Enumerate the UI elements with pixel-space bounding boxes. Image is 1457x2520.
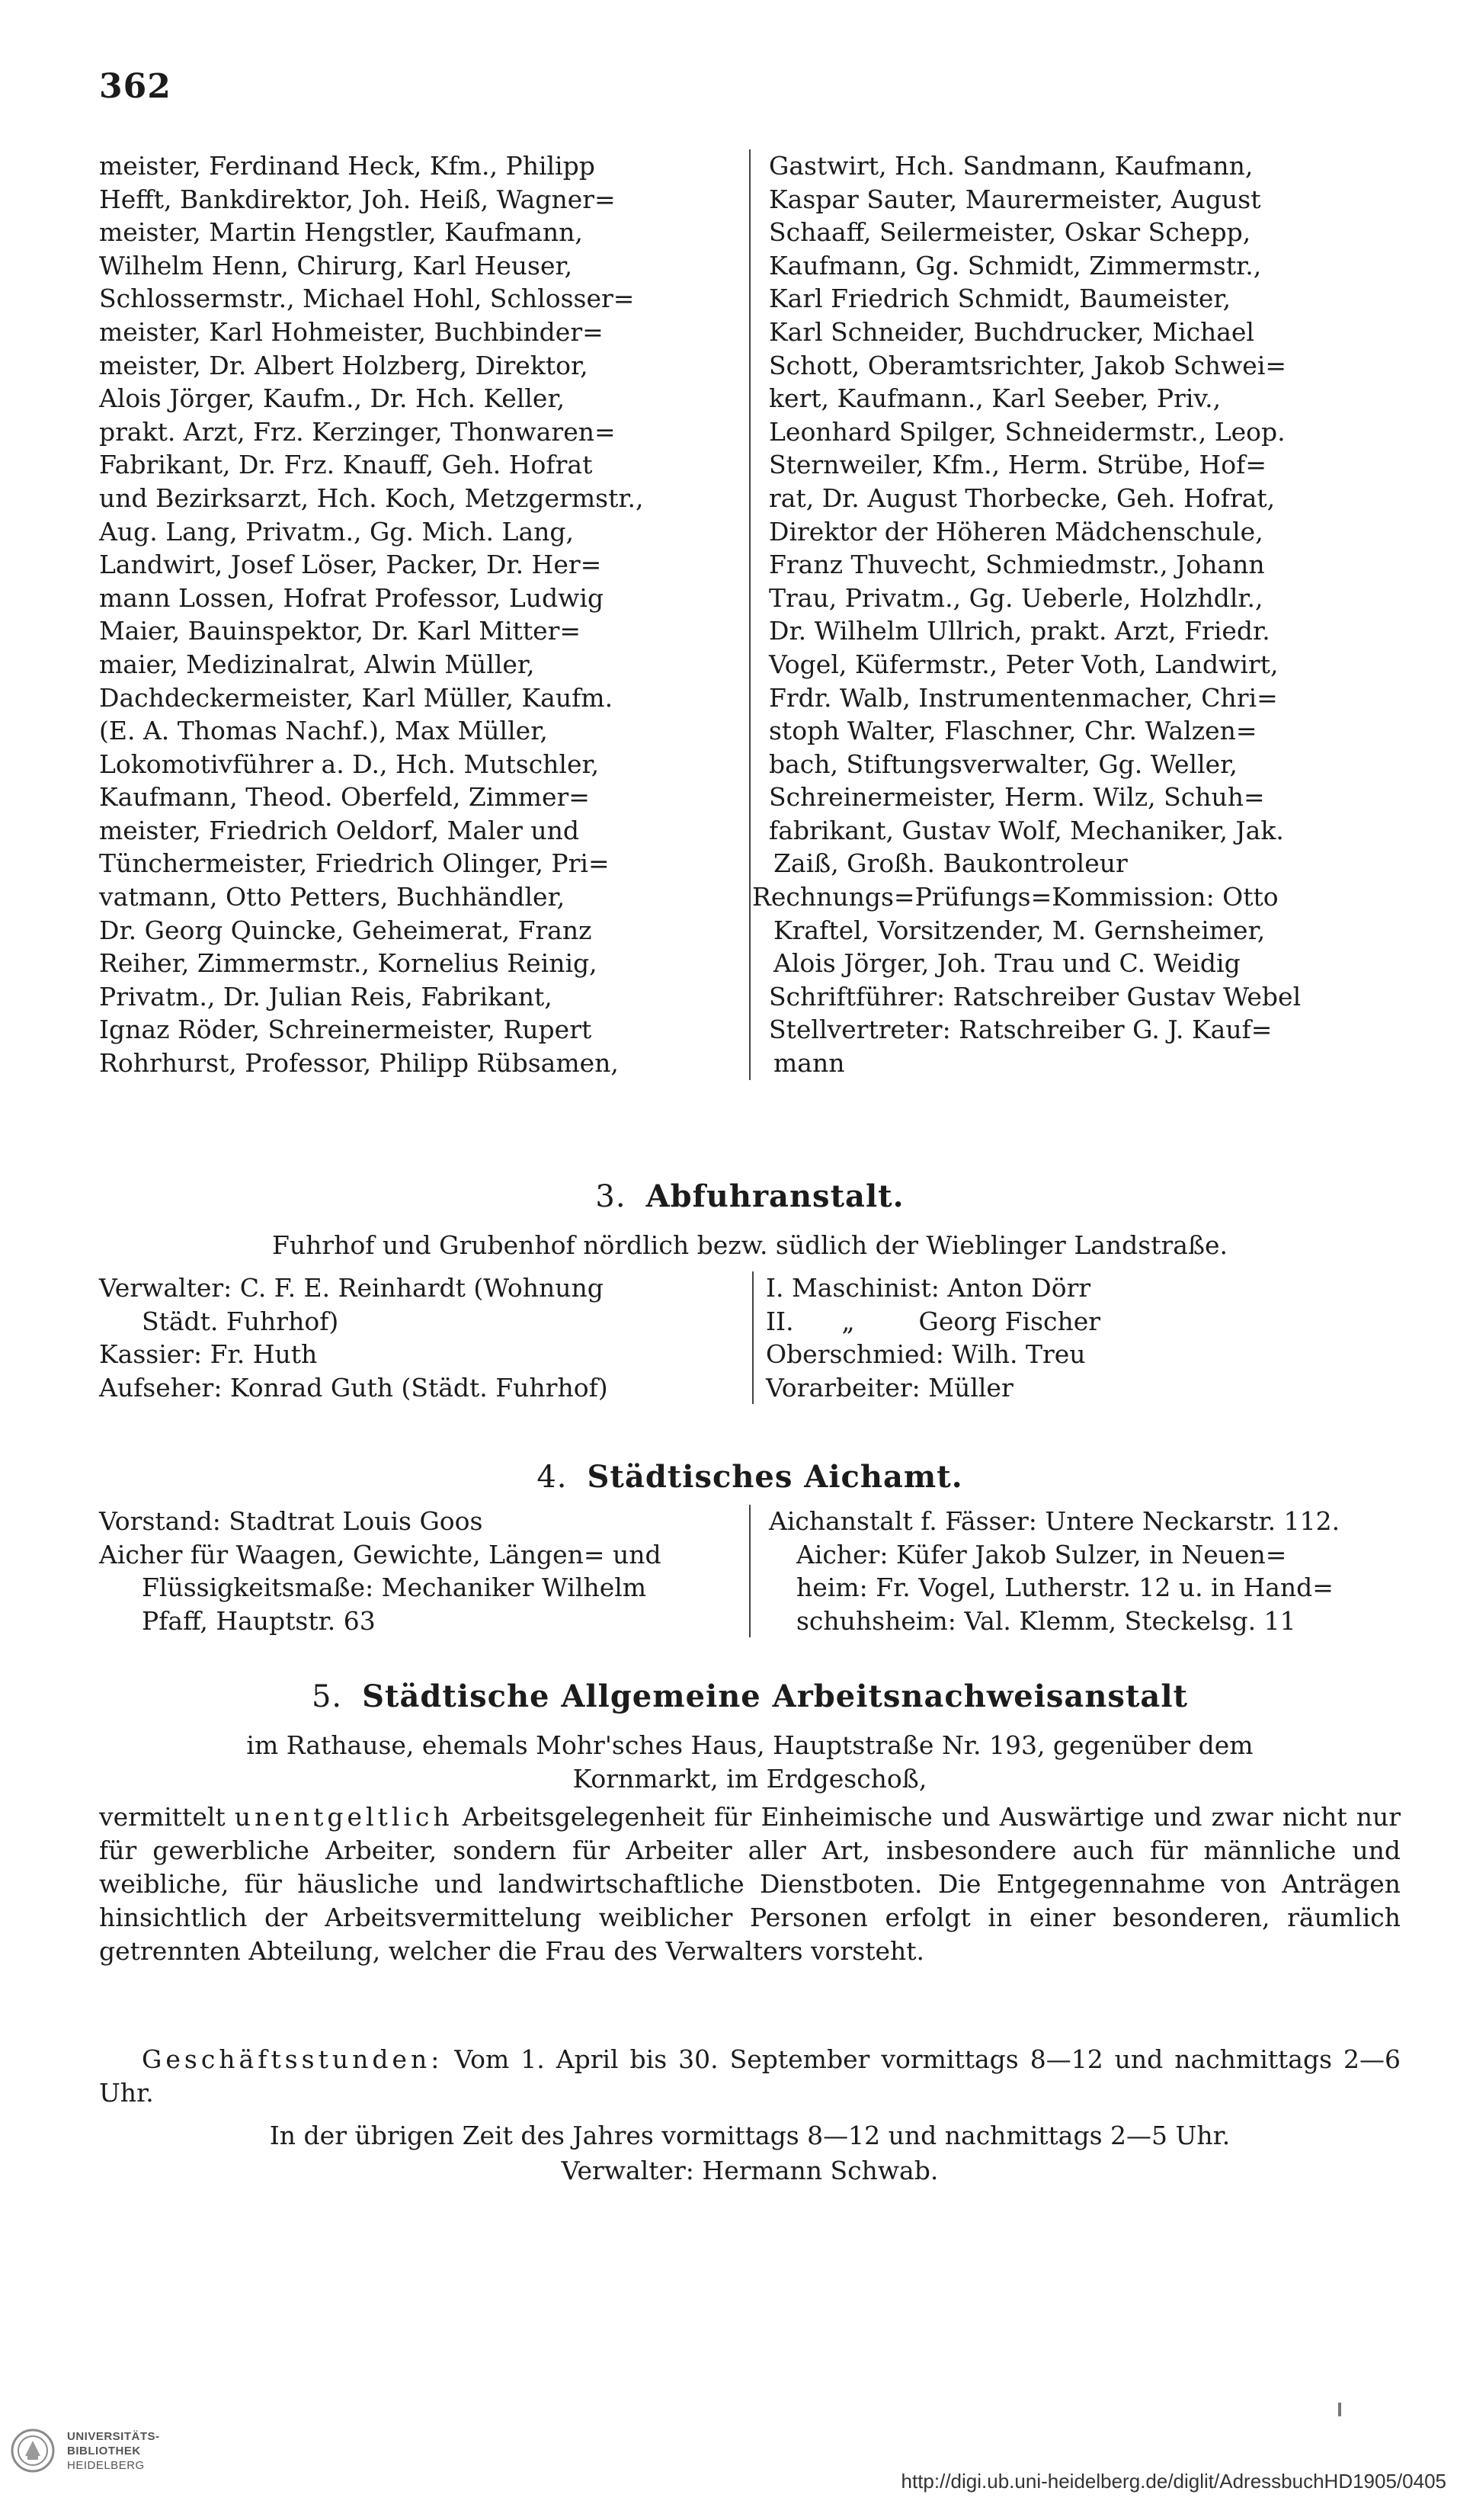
council-left-line: meister, Ferdinand Heck, Kfm., Philipp [99,151,595,181]
paragraph-body: Arbeitsgelegenheit für Einheimische und Auswärtige und zwar nicht nur für gewerbliche Arbeiter, sondern für Arbeiter aller Art, insbesondere auch für männliche und weibliche, für häusliche und landwirtschaftliche Dienstboten. Die Entgegennahme von Anträgen hinsichtlich der Arbeitsvermittelung weiblicher Personen erfolgt in einer besonderen, räumlich getrennten Abteilung, welcher die Frau des Verwalters vorsteht. [99,1802,1401,1966]
council-right-line: Schott, Oberamtsrichter, Jakob Schwei= [769,350,1287,380]
council-left-line: Aug. Lang, Privatm., Gg. Mich. Lang, [99,516,574,547]
council-left-line: Hefft, Bankdirektor, Joh. Heiß, Wagner= [99,184,616,214]
library-name-line: HEIDELBERG [67,2458,145,2472]
council-left-line: Reiher, Zimmermstr., Kornelius Reinig, [99,948,597,979]
section-4-staff [99,1505,1401,1637]
council-right-line: mann [773,1048,845,1079]
hours-text: Vom 1. April bis 30. September vormittags 8—12 und nachmittags 2—6 Uhr. [99,2044,1401,2108]
council-right-line: Leonhard Spilger, Schneidermstr., Leop. [769,416,1286,447]
section-3-number: 3. [595,1179,626,1214]
council-right-line: Sternweiler, Kfm., Herm. Strübe, Hof= [769,450,1266,480]
section-4-left-line: Pfaff, Hauptstr. 63 [142,1605,376,1636]
section-3-left-column [99,1271,754,1404]
library-logo [11,2429,160,2473]
page-number: 362 [99,67,171,106]
council-left-line: meister, Friedrich Oeldorf, Maler und [99,815,580,845]
council-left-line: Kaufmann, Theod. Oberfeld, Zimmer= [99,782,590,813]
section-3-right-line: Vorarbeiter: Müller [766,1372,1013,1403]
section-3-left-line: Verwalter: C. F. E. Reinhardt (Wohnung [99,1273,604,1303]
section-5-location-line-2: Kornmarkt, im Erdgeschoß, [572,1764,927,1794]
section-3-heading [99,1174,1401,1220]
section-3-staff [99,1271,1401,1404]
council-left-line: Rohrhurst, Professor, Philipp Rübsamen, [99,1048,619,1079]
council-right-line: Direktor der Höheren Mädchenschule, [769,516,1263,547]
library-name-line: BIBLIOTHEK [67,2444,141,2457]
source-url-link[interactable]: http://digi.ub.uni-heidelberg.de/diglit/AdressbuchHD1905/0405 [901,2470,1446,2493]
council-left-line: Ignaz Röder, Schreinermeister, Rupert [99,1015,592,1045]
council-right-line: Dr. Wilhelm Ullrich, prakt. Arzt, Friedr. [769,616,1270,646]
section-3-left-line: Aufseher: Konrad Guth (Städt. Fuhrhof) [99,1372,608,1403]
section-4-left-line: Vorstand: Stadtrat Louis Goos [99,1506,483,1536]
council-left-line: Maier, Bauinspektor, Dr. Karl Mitter= [99,616,581,646]
council-right-line: Kaspar Sauter, Maurermeister, August [769,184,1261,214]
section-3-right-line: I. Maschinist: Anton Dörr [766,1273,1091,1303]
university-seal-icon [11,2429,55,2473]
council-right-line: Frdr. Walb, Instrumentenmacher, Chri= [769,682,1278,713]
section-3-right-line: Oberschmied: Wilh. Treu [766,1339,1086,1370]
council-right-column [751,149,1401,1080]
council-right-line: Schriftführer: Ratschreiber Gustav Webel [769,981,1302,1012]
council-right-line: Kaufmann, Gg. Schmidt, Zimmermstr., [769,250,1262,281]
section-4-number: 4. [536,1460,568,1495]
paragraph-lead-word: vermittelt [99,1802,226,1832]
section-4-right-line: heim: Fr. Vogel, Lutherstr. 12 u. in Hand= [796,1573,1334,1603]
council-left-line: Alois Jörger, Kaufm., Dr. Hch. Keller, [99,383,565,414]
council-left-line: prakt. Arzt, Frz. Kerzinger, Thonwaren= [99,416,616,447]
section-5-hours [99,2043,1401,2110]
council-left-line: maier, Medizinalrat, Alwin Müller, [99,649,535,679]
council-left-line: vatmann, Otto Petters, Buchhändler, [99,882,565,912]
section-3-title: Abfuhranstalt. [645,1178,905,1214]
council-right-line: Zaiß, Großh. Baukontroleur [773,848,1128,879]
council-left-line: meister, Dr. Albert Holzberg, Direktor, [99,350,588,380]
council-right-line: Vogel, Küfermstr., Peter Voth, Landwirt, [769,649,1279,679]
council-right-line: Trau, Privatm., Gg. Ueberle, Holzhdlr., [769,582,1263,613]
section-4-right-line: Aichanstalt f. Fässer: Untere Neckarstr. 112. [769,1506,1340,1536]
council-right-line: stoph Walter, Flaschner, Chr. Walzen= [769,716,1257,746]
council-right-line: Rechnungs=Prüfungs=Kommission: Otto [752,882,1279,912]
section-5-number: 5. [311,1679,343,1714]
council-left-line: Privatm., Dr. Julian Reis, Fabrikant, [99,981,552,1012]
hours-paragraph [99,2043,1401,2110]
section-5-administrator: Verwalter: Hermann Schwab. [561,2156,939,2185]
council-left-line: Landwirt, Josef Löser, Packer, Dr. Her= [99,550,602,580]
council-right-line: Schreinermeister, Herm. Wilz, Schuh= [769,782,1265,813]
council-right-line: Franz Thuvecht, Schmiedmstr., Johann [769,550,1265,580]
section-4-left-line: Flüssigkeitsmaße: Mechaniker Wilhelm [142,1573,647,1603]
section-3-subtitle: Fuhrhof und Grubenhof nördlich bezw. südlich der Wieblinger Landstraße. [271,1230,1228,1260]
council-right-line: Kraftel, Vorsitzender, M. Gernsheimer, [773,915,1266,945]
section-4-right-column [751,1505,1401,1637]
council-left-line: Dachdeckermeister, Karl Müller, Kaufm. [99,682,613,713]
council-right-line: Schaaff, Seilermeister, Oskar Schepp, [769,217,1251,248]
council-left-line: und Bezirksarzt, Hch. Koch, Metzgermstr., [99,483,644,513]
council-right-line: Karl Schneider, Buchdrucker, Michael [769,316,1254,347]
council-member-list [99,149,1401,1080]
council-right-line: Stellvertreter: Ratschreiber G. J. Kauf= [769,1015,1273,1045]
section-4-left-column [99,1505,751,1637]
council-left-column [99,149,751,1080]
council-left-line: Fabrikant, Dr. Frz. Knauff, Geh. Hofrat [99,450,593,480]
council-right-line: Gastwirt, Hch. Sandmann, Kaufmann, [769,151,1254,181]
council-left-line: Lokomotivführer a. D., Hch. Mutschler, [99,749,600,779]
council-right-line: bach, Stiftungsverwalter, Gg. Weller, [769,749,1238,779]
section-4-title: Städtisches Aichamt. [587,1459,963,1495]
section-5-description [99,1800,1401,1968]
council-right-line: rat, Dr. August Thorbecke, Geh. Hofrat, [769,483,1276,513]
council-left-line: meister, Karl Hohmeister, Buchbinder= [99,316,604,347]
council-right-line: Alois Jörger, Joh. Trau und C. Weidig [773,948,1241,979]
council-right-line: fabrikant, Gustav Wolf, Mechaniker, Jak. [769,815,1284,845]
section-3-right-line: II. „ Georg Fischer [766,1306,1101,1336]
council-left-line: Wilhelm Henn, Chirurg, Karl Heuser, [99,250,573,281]
council-left-line: meister, Martin Hengstler, Kaufmann, [99,217,583,248]
scan-mark [1338,2403,1341,2416]
section-3-right-column [754,1271,1401,1404]
section-5-paragraph [99,1800,1401,1968]
council-left-line: Schlossermstr., Michael Hohl, Schlosser= [99,284,635,314]
section-4-left-line: Aicher für Waagen, Gewichte, Längen= und [99,1539,661,1569]
library-name-line: UNIVERSITÄTS- [67,2429,160,2443]
council-right-line: Karl Friedrich Schmidt, Baumeister, [769,284,1231,314]
council-right-line: kert, Kaufmann., Karl Seeber, Priv., [769,383,1222,414]
section-5-location-line-1: im Rathause, ehemals Mohr'sches Haus, Hauptstraße Nr. 193, gegenüber dem [246,1730,1254,1760]
section-4-right-line: Aicher: Küfer Jakob Sulzer, in Neuen= [796,1539,1287,1569]
hours-label: Geschäftsstunden: [142,2044,444,2074]
council-left-line: Tünchermeister, Friedrich Olinger, Pri= [99,848,610,879]
section-4-heading [99,1454,1401,1500]
section-5-title: Städtische Allgemeine Arbeitsnachweisanstalt [362,1678,1189,1714]
council-left-line: Dr. Georg Quincke, Geheimerat, Franz [99,915,592,945]
section-3-left-line: Kassier: Fr. Huth [99,1339,318,1370]
section-5-heading [99,1674,1401,1720]
paragraph-emphasized-word: unentgeltlich [234,1802,453,1832]
council-left-line: (E. A. Thomas Nachf.), Max Müller, [99,716,548,746]
library-name [67,2429,160,2473]
council-left-line: mann Lossen, Hofrat Professor, Ludwig [99,582,604,613]
section-4-right-line: schuhsheim: Val. Klemm, Steckelsg. 11 [796,1605,1296,1636]
section-5-rest-of-year: In der übrigen Zeit des Jahres vormittags 8—12 und nachmittags 2—5 Uhr. [269,2121,1231,2150]
section-3-left-line: Städt. Fuhrhof) [142,1306,339,1336]
